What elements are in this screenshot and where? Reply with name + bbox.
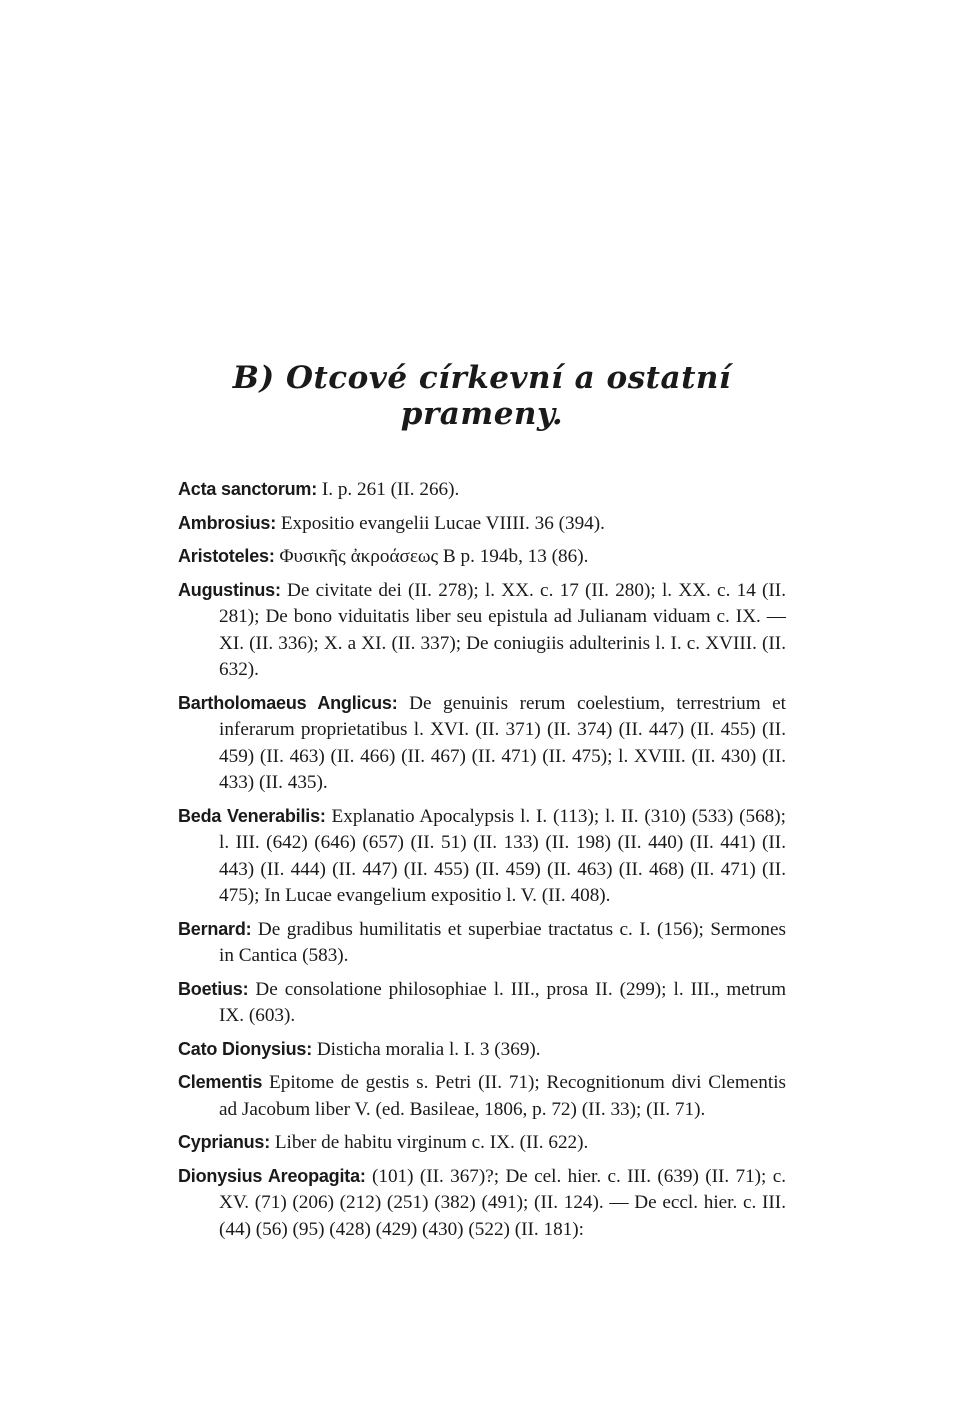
entry-name: Cyprianus: [178, 1132, 271, 1152]
entry-text: De genuinis rerum coelestium, terrestrium et inferarum proprietatibus l. XVI. (II. 371) (II. 374) (II. 447) (II. 455) (II. 459) (II. 463) (II. 466) (II. 467) (II. 471) (II. 475); l. XVIII. (II. 430) (II. 433) (II. 435). [219, 692, 787, 793]
entry-name: Beda Venerabilis: [178, 805, 326, 826]
entry-aristoteles [178, 543, 786, 571]
entry-text: De civitate dei (II. 278); l. XX. c. 17 (II. 280); l. XX. c. 14 (II. 281); De bono viduitatis liber seu epistula ad Julianam viduam c. IX. — XI. (II. 336); X. a XI. (II. 337); De coniugiis adulterinis l. I. c. XVIII. (II. 632). [219, 579, 786, 680]
entry-augustinus [178, 577, 786, 684]
entry-name: Boetius: [178, 978, 249, 999]
entry-name: Acta sanctorum: [178, 479, 318, 499]
entry-beda-venerabilis [178, 803, 786, 910]
entry-boetius [178, 976, 786, 1030]
entry-text: (101) (II. 367)?; De cel. hier. c. III. (639) (II. 71); c. XV. (71) (206) (212) (251) (382) (491); (II. 124). — De eccl. hier. c. III. (44) (56) (95) (428) (429) (430) (522) (II. 181): [219, 1165, 787, 1240]
entry-text: Epitome de gestis s. Petri (II. 71); Recognitionum divi Clementis ad Jacobum liber V. (ed. Basileae, 1806, p. 72) (II. 33); (II. 71). [219, 1072, 787, 1120]
entry-text: De consolatione philosophiae l. III., prosa II. (299); l. III., metrum IX. (603). [219, 978, 786, 1026]
entry-name: Bernard: [178, 918, 252, 939]
entry-acta-sanctorum [178, 476, 786, 504]
section-heading: B) Otcové církevní a ostatní prameny. [232, 360, 732, 432]
entry-text: Liber de habitu virginum c. IX. (II. 622). [274, 1132, 589, 1153]
entry-name: Dionysius Areopagita: [178, 1165, 366, 1186]
entry-name: Clementis [178, 1072, 263, 1092]
entry-dionysius-areopagita [178, 1163, 786, 1244]
entry-name: Cato Dionysius: [178, 1038, 313, 1059]
entry-text: I. p. 261 (II. 266). [321, 479, 460, 500]
entry-ambrosius [178, 510, 786, 538]
entry-name: Augustinus: [178, 579, 281, 600]
index-page [178, 360, 786, 1249]
entry-clementis [178, 1069, 786, 1123]
entry-name: Aristoteles: [178, 546, 275, 566]
entry-text: De gradibus humilitatis et superbiae tractatus c. I. (156); Sermones in Cantica (583). [219, 918, 786, 966]
entry-name: Bartholomaeus Anglicus: [178, 692, 398, 713]
entry-text: Explanatio Apocalypsis l. I. (113); l. II. (310) (533) (568); l. III. (642) (646) (657) (II. 51) (II. 133) (II. 198) (II. 440) (II. 441) (II. 443) (II. 444) (II. 447) (II. 455) (II. 459) (II. 463) (II. 468) (II. 471) (II. 475); In Lucae evangelium expositio l. V. (II. 408). [219, 805, 786, 906]
entry-name: Ambrosius: [178, 512, 277, 533]
entry-bartholomaeus-anglicus [178, 690, 786, 797]
entry-text: Expositio evangelii Lucae VIIII. 36 (394). [280, 512, 605, 534]
entry-text: Φυσικῆς ἀκροάσεως B p. 194b, 13 (86). [279, 546, 589, 567]
source-list [178, 476, 786, 1243]
entry-cyprianus [178, 1129, 786, 1157]
entry-text: Disticha moralia l. I. 3 (369). [316, 1038, 541, 1060]
entry-bernard [178, 916, 786, 970]
entry-cato-dionysius [178, 1036, 786, 1064]
